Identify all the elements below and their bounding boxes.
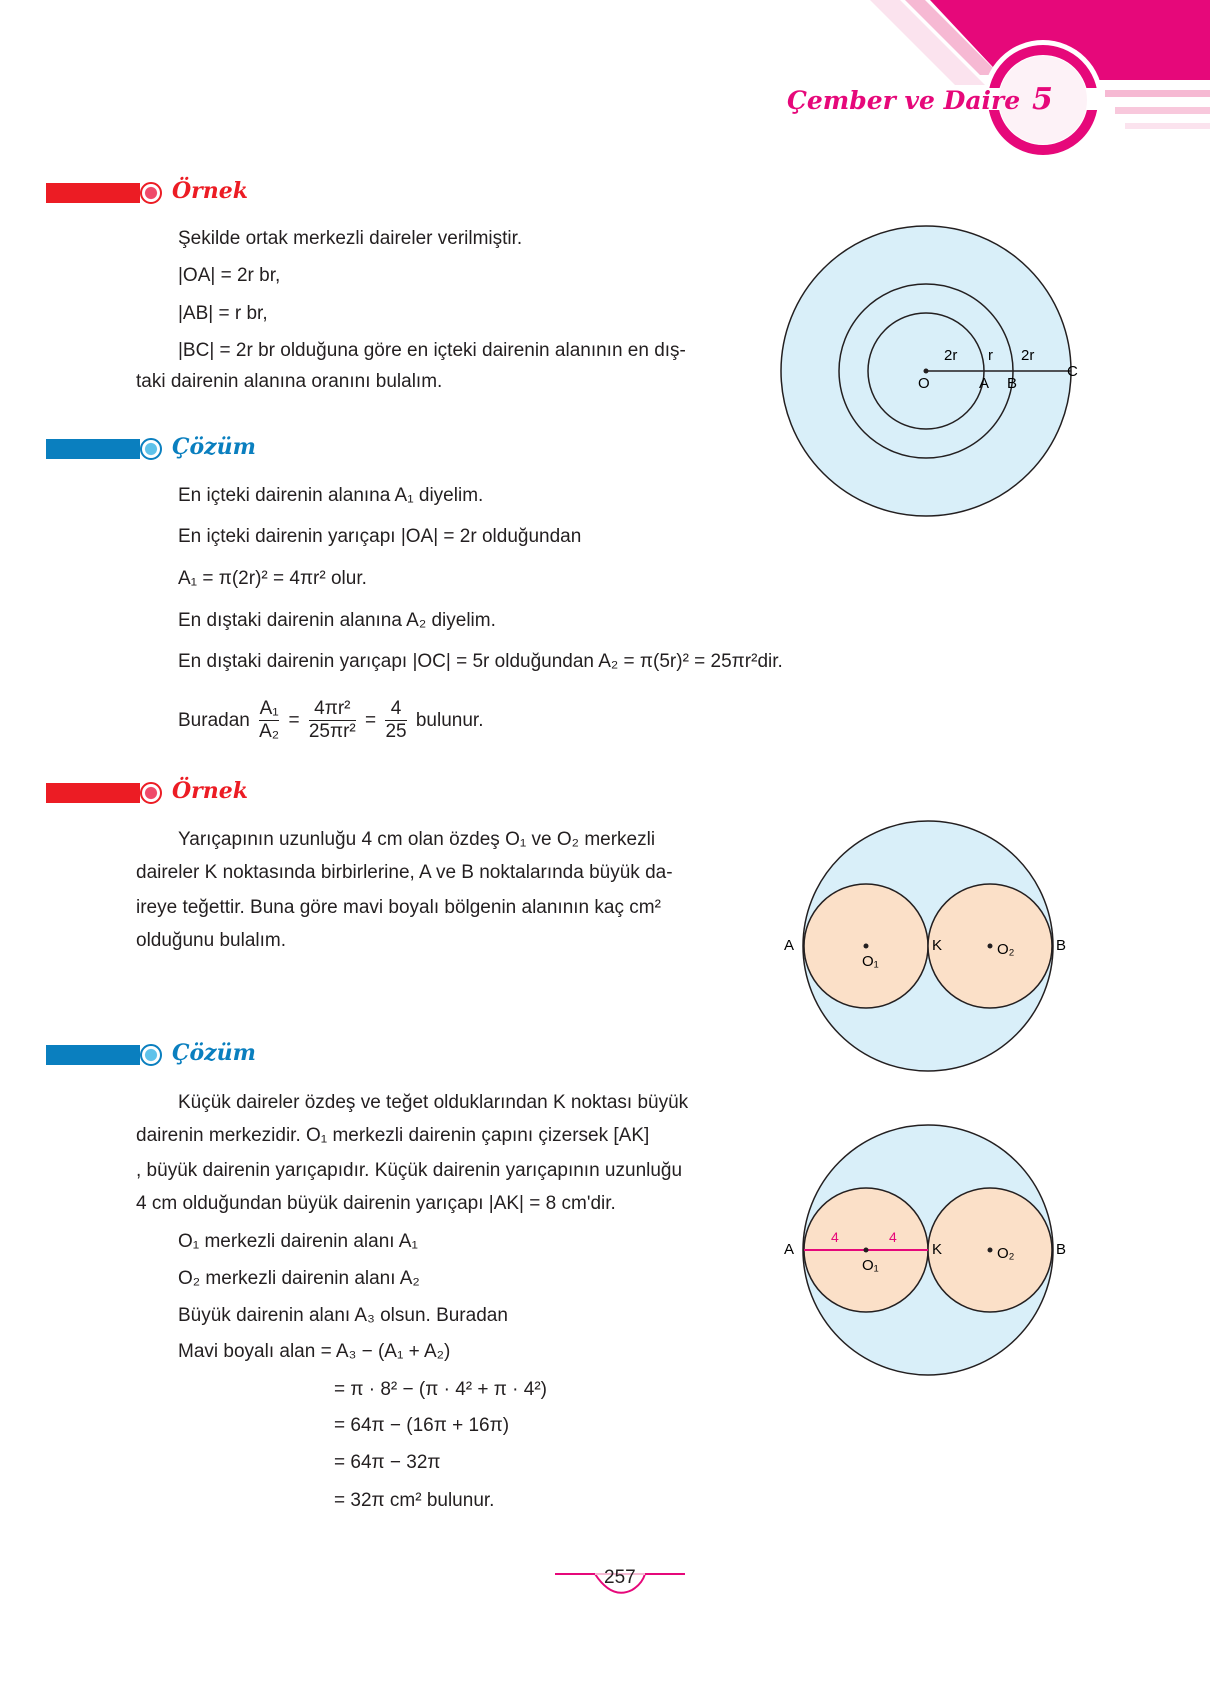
text-line: A₁ = π(2r)² = 4πr² olur. <box>178 568 367 589</box>
header-decoration <box>0 0 1210 170</box>
label-o1: O₁ <box>862 1257 879 1274</box>
fraction: $\frac{4}{25}$ <box>385 698 407 743</box>
label-a: A <box>784 937 795 954</box>
text-line: = 64π − (16π + 16π) <box>334 1415 510 1436</box>
label-b: B <box>1056 937 1067 954</box>
solution-bar <box>46 1045 140 1065</box>
label-b: B <box>1056 1241 1067 1258</box>
label-b: B <box>1007 375 1018 392</box>
label-4: 4 <box>889 1229 897 1245</box>
text-line: En içteki dairenin alanına A₁ diyelim. <box>178 485 484 506</box>
label-r: r <box>988 347 993 364</box>
text-line: = 32π cm² bulunur. <box>334 1490 495 1511</box>
example-bar <box>46 783 140 803</box>
label-c: C <box>1067 363 1078 380</box>
equals: = <box>365 710 377 731</box>
text-line: = 64π − 32π <box>334 1452 441 1473</box>
solution-bar <box>46 439 140 459</box>
equals: = <box>288 710 300 731</box>
text-line: Mavi boyalı alan = A₃ − (A₁ + A₂) <box>178 1341 451 1362</box>
text: Buradan <box>178 710 250 731</box>
text-line: Küçük daireler özdeş ve teğet olduklarından K noktası büyük <box>178 1092 689 1113</box>
text-line: ireye teğettir. Buna göre mavi boyalı bölgenin alanının kaç cm² <box>136 897 661 918</box>
tangent-circles-diameter-figure <box>770 1114 1090 1394</box>
label-o2: O₂ <box>997 1245 1015 1262</box>
text-line: O₂ merkezli dairenin alanı A₂ <box>178 1268 420 1289</box>
example-heading: Örnek <box>172 178 248 204</box>
solution-heading: Çözüm <box>172 434 256 460</box>
chapter-title: Çember ve Daire <box>787 86 1021 115</box>
page-number: 257 <box>604 1567 636 1588</box>
text-line: O₁ merkezli dairenin alanı A₁ <box>178 1231 418 1252</box>
text-line: Şekilde ortak merkezli daireler verilmiştir. <box>178 228 523 249</box>
text-line: |BC| = 2r br olduğuna göre en içteki dairenin alanının en dış- <box>178 340 686 361</box>
text-line: Yarıçapının uzunluğu 4 cm olan özdeş O₁ ve O₂ merkezli <box>178 829 656 850</box>
text-line: , büyük dairenin yarıçapıdır. Küçük dairenin yarıçapının uzunluğu <box>136 1160 683 1181</box>
solution-heading: Çözüm <box>172 1040 256 1066</box>
target-icon <box>140 438 162 460</box>
tangent-circles-figure <box>770 810 1090 1090</box>
text-line: En dıştaki dairenin yarıçapı |OC| = 5r olduğundan A₂ = π(5r)² = 25πr²dir. <box>178 651 783 672</box>
target-icon <box>140 182 162 204</box>
text: bulunur. <box>415 710 484 731</box>
target-icon <box>140 1044 162 1066</box>
label-2r: 2r <box>944 347 958 364</box>
label-2r: 2r <box>1021 347 1035 364</box>
label-o1: O₁ <box>862 953 879 970</box>
label-o2: O₂ <box>997 941 1015 958</box>
text-line: dairenin merkezidir. O₁ merkezli dairenin çapını çizersek [AK] <box>136 1125 650 1146</box>
text-line: Büyük dairenin alanı A₃ olsun. Buradan <box>178 1305 508 1326</box>
text-line: |AB| = r br, <box>178 303 268 324</box>
ratio-result <box>178 697 483 745</box>
text-line: En dıştaki dairenin alanına A₂ diyelim. <box>178 610 496 631</box>
label-k: K <box>932 937 943 954</box>
example-bar <box>46 183 140 203</box>
fraction: $\frac{\text{4πr²}}{\text{25πr²}}$ <box>308 698 356 743</box>
label-4: 4 <box>831 1229 839 1245</box>
label-a: A <box>979 375 990 392</box>
text-line: olduğunu bulalım. <box>136 930 286 951</box>
text-line: taki dairenin alanına oranını bulalım. <box>136 371 443 392</box>
text-line: |OA| = 2r br, <box>178 265 281 286</box>
text-line: 4 cm olduğundan büyük dairenin yarıçapı |AK| = 8 cm'dir. <box>136 1193 616 1214</box>
example-heading: Örnek <box>172 778 248 804</box>
label-k: K <box>932 1241 943 1258</box>
chapter-number: 5 <box>1032 82 1053 117</box>
text-line: = π · 8² − (π · 4² + π · 4²) <box>334 1379 547 1400</box>
label-a: A <box>784 1241 795 1258</box>
label-o: O <box>918 375 930 392</box>
target-icon <box>140 782 162 804</box>
text-line: daireler K noktasında birbirlerine, A ve B noktalarında büyük da- <box>136 862 673 883</box>
text-line: En içteki dairenin yarıçapı |OA| = 2r olduğundan <box>178 526 582 547</box>
fraction: $\frac{\text{A₁}}{\text{A₂}}$ <box>259 698 280 743</box>
concentric-circles-figure <box>760 220 1090 530</box>
